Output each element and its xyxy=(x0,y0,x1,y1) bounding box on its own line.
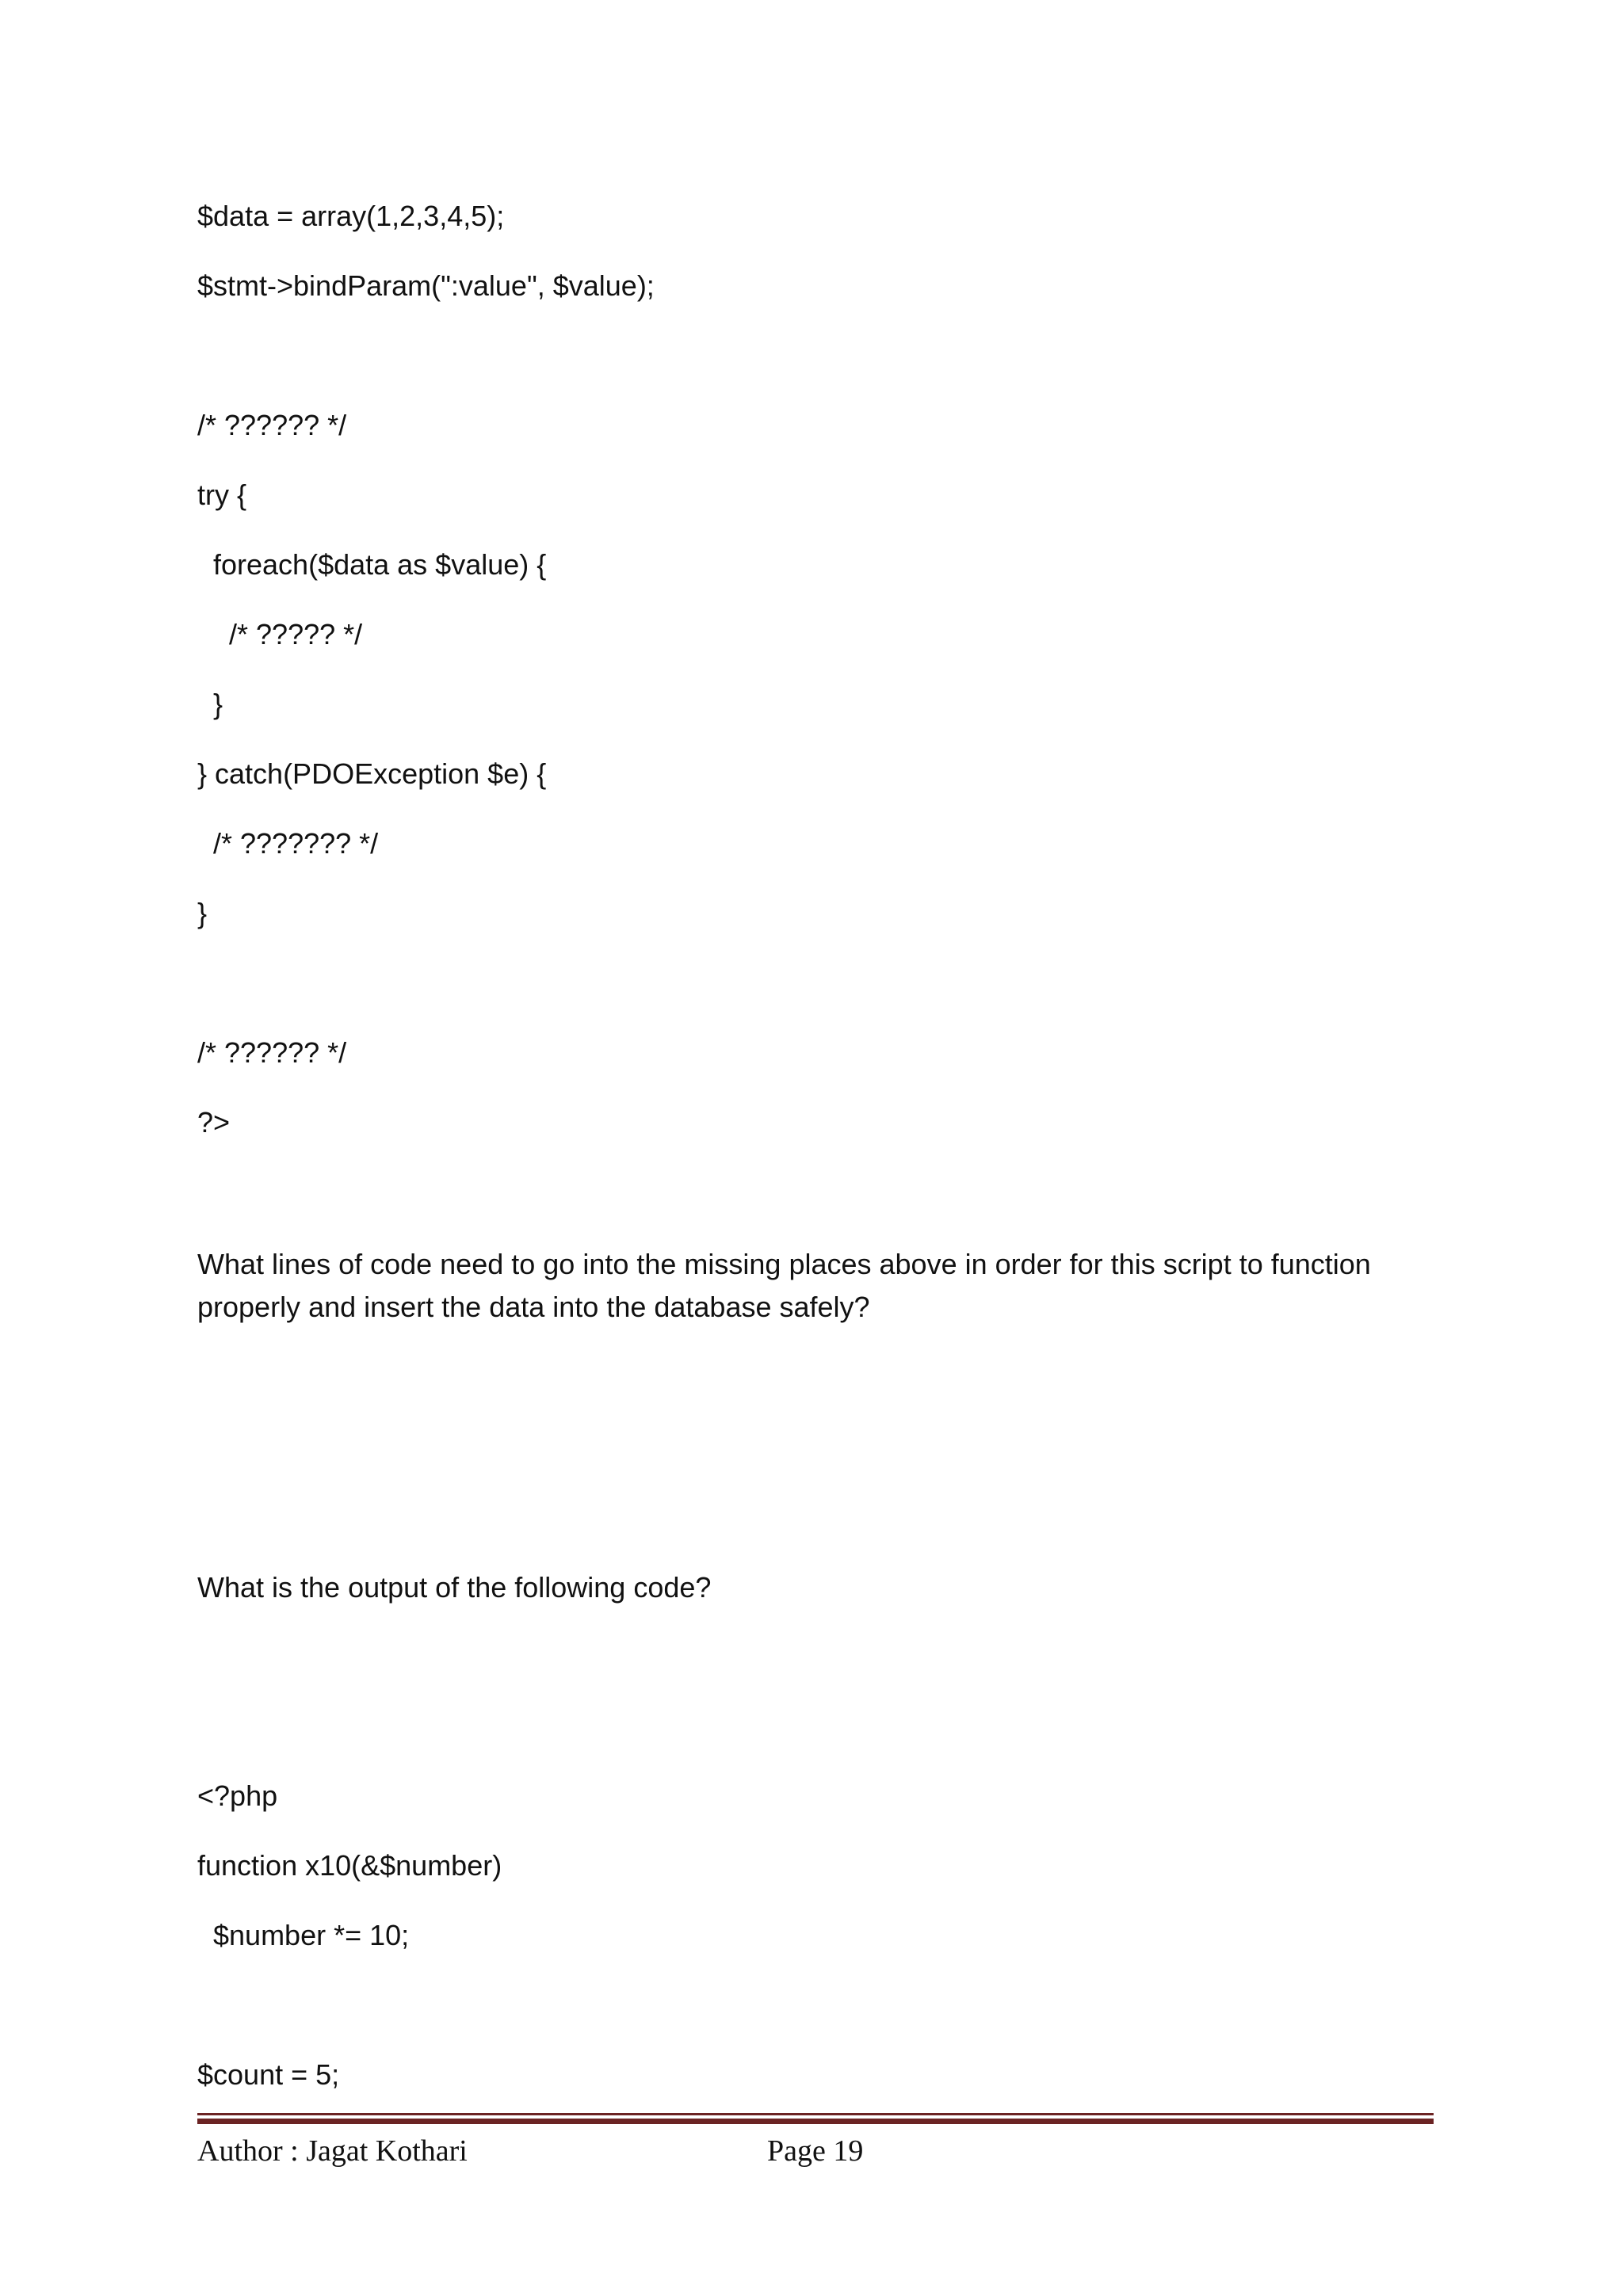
code-line: /* ????? */ xyxy=(197,618,363,650)
code-line: $count = 5; xyxy=(197,2058,340,2091)
code-line: /* ??????? */ xyxy=(197,827,379,860)
code-line: $data = array(1,2,3,4,5); xyxy=(197,200,505,232)
footer-rule-thin xyxy=(197,2113,1434,2115)
code-line: try { xyxy=(197,479,247,511)
code-line: /* ?????? */ xyxy=(197,1036,347,1069)
code-line: foreach($data as $value) { xyxy=(197,548,547,581)
code-line: function x10(&$number) xyxy=(197,1849,502,1882)
code-line: $stmt->bindParam(":value", $value); xyxy=(197,269,655,302)
code-line: ?> xyxy=(197,1106,231,1138)
question-2: What is the output of the following code? xyxy=(197,1571,712,1604)
footer-page-number: Page 19 xyxy=(767,2134,864,2168)
footer-author: Author : Jagat Kothari xyxy=(197,2134,468,2168)
footer-rule-thick xyxy=(197,2119,1434,2124)
code-line: } xyxy=(197,688,223,720)
code-line: } xyxy=(197,897,208,929)
code-line: } catch(PDOException $e) { xyxy=(197,757,547,790)
code-line: $number *= 10; xyxy=(197,1919,410,1951)
code-line: <?php xyxy=(197,1779,278,1812)
code-line: /* ?????? */ xyxy=(197,409,347,441)
question-1: What lines of code need to go into the missing places above in order for this script to function properly and insert the data into the database safely? xyxy=(197,1248,1371,1323)
